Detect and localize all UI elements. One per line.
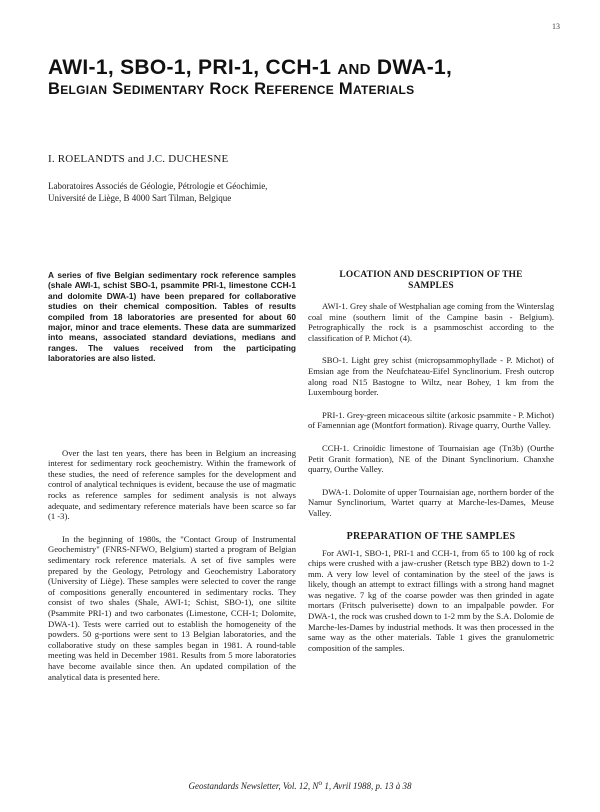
page-number: 13 bbox=[552, 22, 560, 31]
affiliation-line-1: Laboratoires Associés de Géologie, Pétrologie et Géochimie, bbox=[48, 181, 268, 191]
footer-journal: Geostandards Newsletter, Vol. 12, N bbox=[188, 781, 319, 791]
preparation-heading: PREPARATION OF THE SAMPLES bbox=[346, 530, 516, 542]
affiliation bbox=[48, 180, 378, 204]
intro-paragraph-2: In the beginning of 1980s, the "Contact Group of Instrumental Geochemistry" (FNRS-NFWO, Belgium) started a program of Belgian sedimentary rock reference materials. A set of five samples were prepared by the Geology, Petrology and Geochemistry Laboratory (University of Liège). These samples were selected to cover the range of compositions generally encountered in sedimentary rocks. They consist of two shales (Shale, AWI-1; Schist, SBO-1), one siltite (Psammite PRI-1) and two carbonates (Limestone, CCH-1; Dolomite, DWA-1). Tests were carried out to establish the homogeneity of the powders. 50 g-portions were sent to 13 Belgian laboratories, and the collaborative study on these samples began in 1981. A round-table meeting was held in December 1981. Results from 5 more laboratories have become available since then. An updated compilation of the analytical data is presented here. bbox=[48, 533, 296, 682]
authors: I. ROELANDTS and J.C. DUCHESNE bbox=[48, 153, 229, 165]
title-line-2: Belgian Sedimentary Rock Reference Materials bbox=[48, 80, 415, 98]
sample-pri-description: PRI-1. Grey-green micaceous siltite (arkosic psammite - P. Michot) of Famennian age (Montfort formation). Rivage quarry, Ourthe Valley. bbox=[308, 409, 554, 431]
right-column bbox=[308, 270, 554, 653]
footer-rest: 1, Avril 1988, p. 13 à 38 bbox=[322, 781, 412, 791]
title-end: DWA-1, bbox=[376, 56, 453, 79]
abstract: A series of five Belgian sedimentary rock reference samples (shale AWI-1, schist SBO-1, psammite PRI-1, limestone CCH-1 and dolomite DWA-1) have been prepared for collaborative studies on their chemical composition. Tables of results compiled from 18 laboratories are presented for about 60 major, minor and trace elements. These data are summarized into means, associated standard deviations, medians and ranges. The values received from the participating laboratories are also listed. bbox=[48, 270, 296, 364]
sample-sbo-description: SBO-1. Light grey schist (micropsammophyllade - P. Michot) of Emsian age from the Neufchateau-Eifel Synclinorium. Fresh outcrop along road N15 Bastogne to Wiltz, near Bohey, 1 km from the Luxembourg border. bbox=[308, 355, 554, 398]
left-column bbox=[48, 270, 296, 682]
journal-footer bbox=[0, 778, 600, 791]
location-heading-line-1: LOCATION AND DESCRIPTION OF THE bbox=[339, 270, 523, 280]
intro-paragraph-1: Over the last ten years, there has been in Belgium an increasing interest for sedimentary rock geochemistry. Within the framework of these studies, the need of reference samples for the development and control of analytical techniques is evident, because the use of magmatic rocks as reference samples for sediment analysis is not always adequate, and sedimentary reference materials have been scarce so far (1 -3). bbox=[48, 447, 296, 522]
preparation-text: For AWI-1, SBO-1, PRI-1 and CCH-1, from 65 to 100 kg of rock chips were crushed with a jaw-crusher (Retsch type BB2) down to 1-2 mm. A very low level of contamination by the steel of the jaws is likely, though an attempt to extract fillings with a strong hand magnet was negative. 7 kg of the coarse powder was then grinded in agate mortars (Fritsch pulverisette) down to an impalpable powder. For DWA-1, the rock was crushed down to 1-2 mm by the S.A. Dolomie de Marche-les-Dames by industrial methods. It was then processed in the same way as the other materials. Table 1 gives the granulometric composition of the samples. bbox=[308, 547, 554, 653]
title-line-1 bbox=[48, 56, 568, 80]
footer-sup: o bbox=[318, 778, 323, 787]
affiliation-line-2: Université de Liège, B 4000 Sart Tilman, Belgique bbox=[48, 193, 232, 203]
location-heading-line-2: SAMPLES bbox=[408, 281, 454, 291]
title-and: AND bbox=[337, 61, 371, 78]
sample-dwa-description: DWA-1. Dolomite of upper Tournaisian age, northern border of the Namur Synclinorium, Wartet quarry at Marche-les-Dames, Meuse Valley. bbox=[308, 486, 554, 518]
location-heading bbox=[308, 270, 554, 292]
sample-awi-description: AWI-1. Grey shale of Westphalian age coming from the Winterslag coal mine (southern limit of the Campine basin - Belgium). Petrographically the rock is a psammoschist according to the classification of P. Michot (4). bbox=[308, 301, 554, 343]
sample-cch-description: CCH-1. Crinoïdic limestone of Tournaisian age (Tn3b) (Ourthe Petit Granit formation), NE of the Dinant Synclinorium. Chanxhe quarry, Ourthe Valley. bbox=[308, 442, 554, 475]
title-main: AWI-1, SBO-1, PRI-1, CCH-1 bbox=[48, 56, 332, 79]
